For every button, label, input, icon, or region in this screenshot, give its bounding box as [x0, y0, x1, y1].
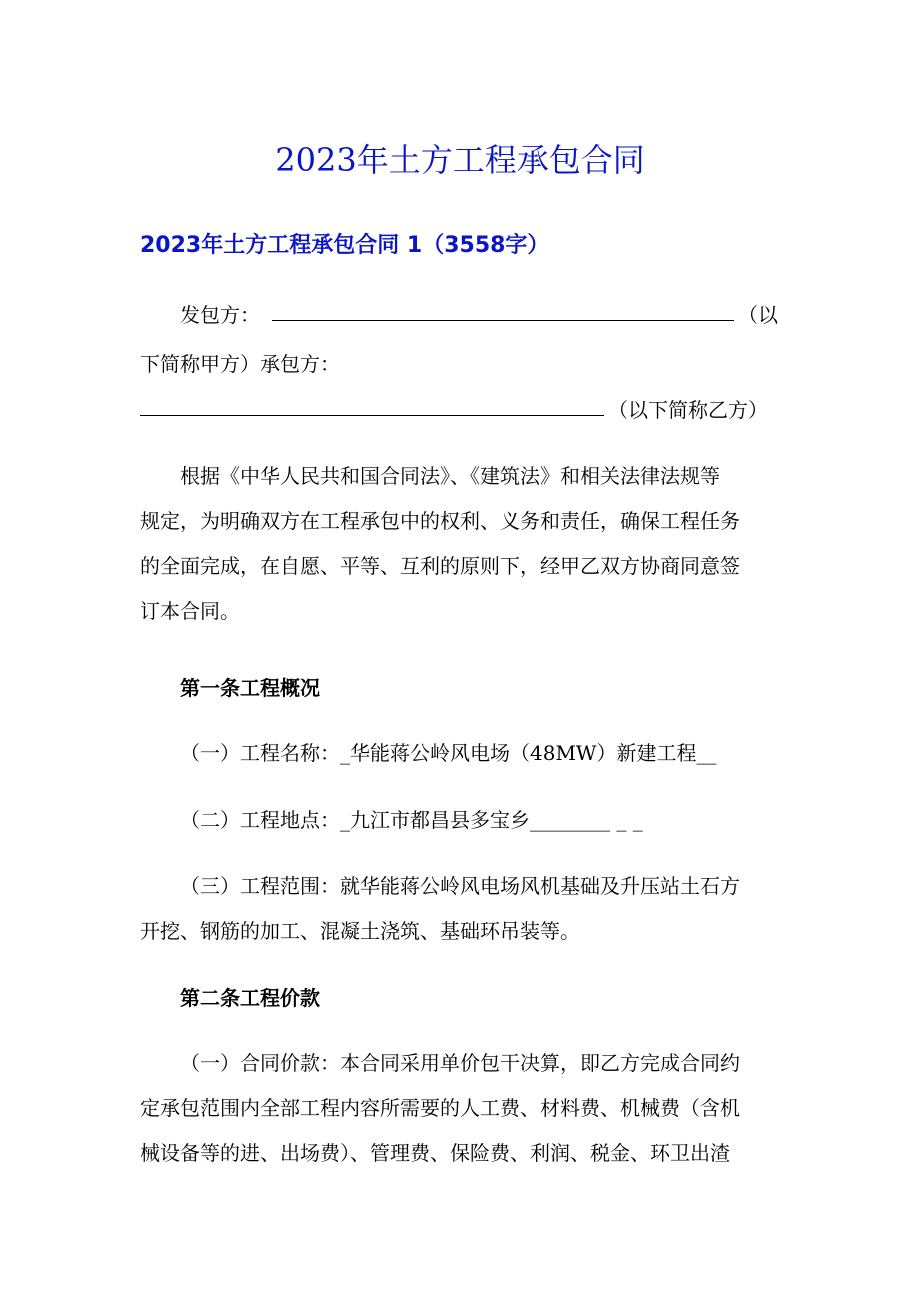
- document-title: 2023年土方工程承包合同: [275, 141, 645, 179]
- article-2-line: （一）合同价款：本合同采用单价包干决算，即乙方完成合同约: [180, 1051, 740, 1075]
- article-1-item: （二）工程地点：_九江市都昌县多宝乡________ _ _: [180, 808, 643, 832]
- preamble-line: 规定，为明确双方在工程承包中的权利、义务和责任，确保工程任务: [140, 509, 740, 533]
- article-1-heading: 第一条工程概况: [180, 676, 320, 700]
- article-2-line: 械设备等的进、出场费）、管理费、保险费、利润、税金、环卫出渣: [140, 1141, 730, 1165]
- party-a-line2: 下简称甲方）承包方：: [140, 352, 340, 376]
- article-1-scope-line: 开挖、钢筋的加工、混凝土浇筑、基础环吊装等。: [140, 919, 580, 943]
- party-a-blank: [272, 302, 734, 321]
- section-title: 2023年土方工程承包合同 1（3558字）: [140, 233, 550, 258]
- preamble-line: 根据《中华人民共和国合同法》、《建筑法》和相关法律法规等: [180, 464, 720, 488]
- article-2-line: 定承包范围内全部工程内容所需要的人工费、材料费、机械费（含机: [140, 1096, 740, 1120]
- preamble-line: 订本合同。: [140, 599, 240, 623]
- article-1-scope-line: （三）工程范围：就华能蒋公岭风电场风机基础及升压站土石方: [180, 874, 740, 898]
- preamble-line: 的全面完成，在自愿、平等、互利的原则下，经甲乙双方协商同意签: [140, 554, 740, 578]
- article-2-heading: 第二条工程价款: [180, 986, 320, 1010]
- party-a-label: 发包方：: [180, 303, 260, 327]
- party-a-suffix: （以: [738, 303, 778, 327]
- party-b-suffix: （以下简称乙方）: [608, 398, 768, 422]
- party-b-blank: [140, 397, 604, 416]
- article-1-item: （一）工程名称：_华能蒋公岭风电场（48MW）新建工程__: [180, 741, 717, 765]
